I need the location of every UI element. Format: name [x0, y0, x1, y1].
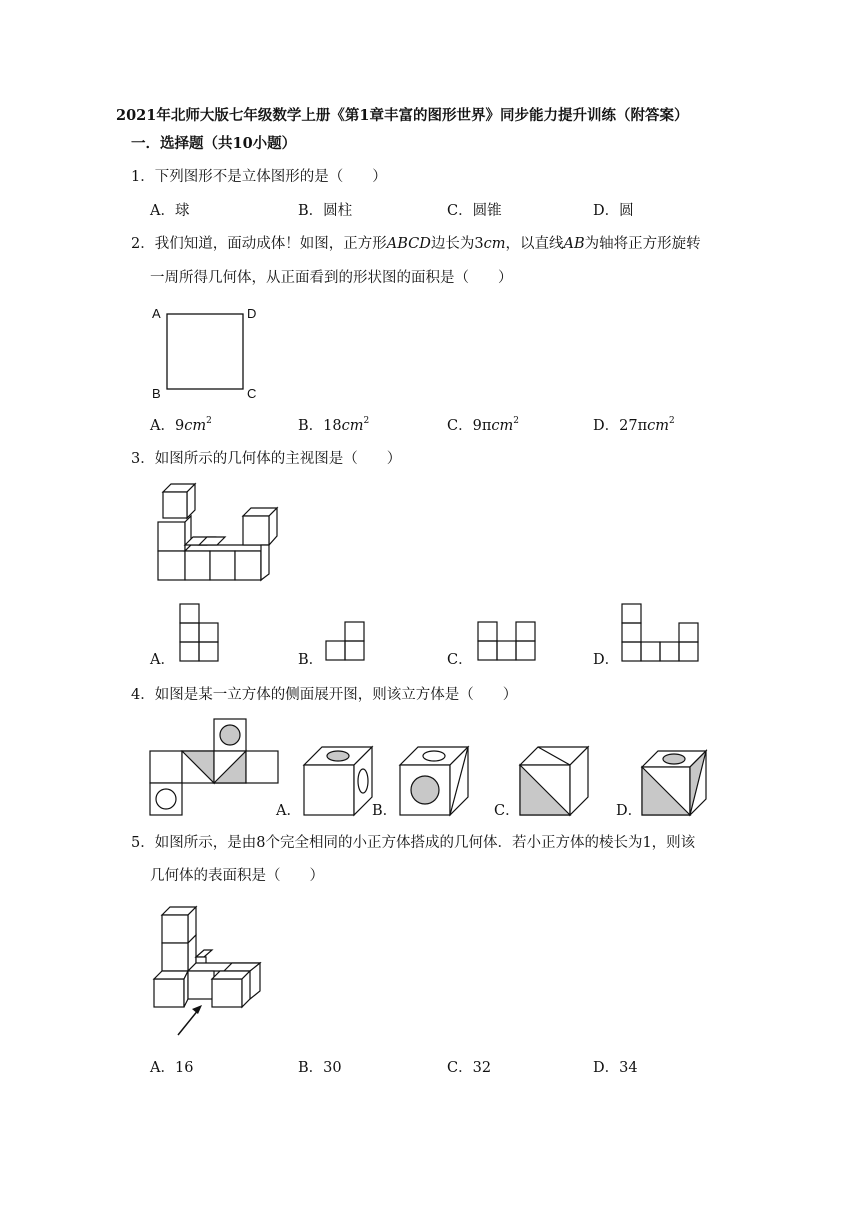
q1-option-a: A．球 — [150, 203, 190, 219]
q2-option-c: C．9πcm$^2$ — [447, 416, 519, 434]
q4-option-b-cube — [400, 747, 470, 817]
q4-option-a-cube — [304, 747, 374, 817]
q4-option-a: A． — [276, 803, 301, 819]
q3-stem: 3．如图所示的几何体的主视图是（ ） — [131, 451, 402, 467]
q3-option-c: C． — [447, 652, 473, 668]
q4-net-figure — [150, 719, 280, 817]
q3-solid-figure — [155, 484, 285, 584]
q2-ab: AB — [563, 236, 585, 252]
q1-stem: 1．下列图形不是立体图形的是（ ） — [131, 169, 387, 185]
q1-option-c: C．圆锥 — [447, 203, 502, 219]
q5-option-d: D．34 — [593, 1060, 638, 1076]
q3-option-b-figure — [326, 622, 366, 662]
q2-stem-mid2: ，以直线 — [505, 236, 564, 252]
q2-label-c: C — [247, 386, 257, 401]
q2-stem-mid1: 边长为3 — [430, 236, 484, 252]
q2-label-a: A — [152, 306, 161, 321]
q2-option-b: B．$18cm^2$ — [298, 416, 370, 434]
q3-option-a: A． — [150, 652, 175, 668]
q2-abcd: ABCD — [386, 236, 431, 252]
q1-option-d: D．圆 — [593, 203, 634, 219]
q4-option-c: C． — [494, 803, 520, 819]
q1-option-b: B．圆柱 — [298, 203, 353, 219]
q5-option-a: A．16 — [150, 1060, 194, 1076]
q5-stem-line1: 5．如图所示，是由8个完全相同的小正方体搭成的几何体．若小正方体的棱长为1，则该 — [131, 835, 696, 851]
section-heading: 一．选择题（共10小题） — [131, 135, 297, 152]
q2-stem-line2: 一周所得几何体，从正面看到的形状图的面积是（ ） — [150, 270, 513, 286]
q5-stem-line2: 几何体的表面积是（ ） — [150, 868, 324, 884]
q3-option-d-figure — [622, 604, 702, 662]
q2-option-a: A．$9cm^2$ — [150, 416, 212, 434]
q2-label-b: B — [152, 386, 161, 401]
q2-cm: cm — [483, 236, 506, 252]
q4-option-d-cube — [642, 751, 712, 817]
q3-option-d: D． — [593, 652, 620, 668]
q2-label-d: D — [247, 306, 257, 321]
q3-option-c-figure — [478, 622, 558, 662]
q4-option-d: D． — [616, 803, 643, 819]
q2-stem-post: 为轴将正方形旋转 — [584, 236, 701, 252]
q4-option-c-cube — [520, 747, 590, 817]
q4-stem: 4．如图是某一立方体的侧面展开图，则该立方体是（ ） — [131, 687, 518, 703]
q5-option-b: B．30 — [298, 1060, 342, 1076]
q2-square-figure — [150, 302, 265, 402]
q5-solid-figure — [150, 905, 270, 1045]
q4-option-b: B． — [372, 803, 398, 819]
q2-stem-line1 — [131, 234, 701, 254]
q2-stem-pre: 2．我们知道，面动成体！如图，正方形 — [131, 236, 387, 252]
document-title: 2021年北师大版七年级数学上册《第1章丰富的图形世界》同步能力提升训练（附答案） — [116, 107, 689, 124]
q3-option-a-figure — [180, 604, 220, 662]
q5-option-c: C．32 — [447, 1060, 492, 1076]
q2-square — [167, 314, 243, 389]
q2-option-d: D．27πcm$^2$ — [593, 416, 675, 434]
q3-option-b: B． — [298, 652, 324, 668]
